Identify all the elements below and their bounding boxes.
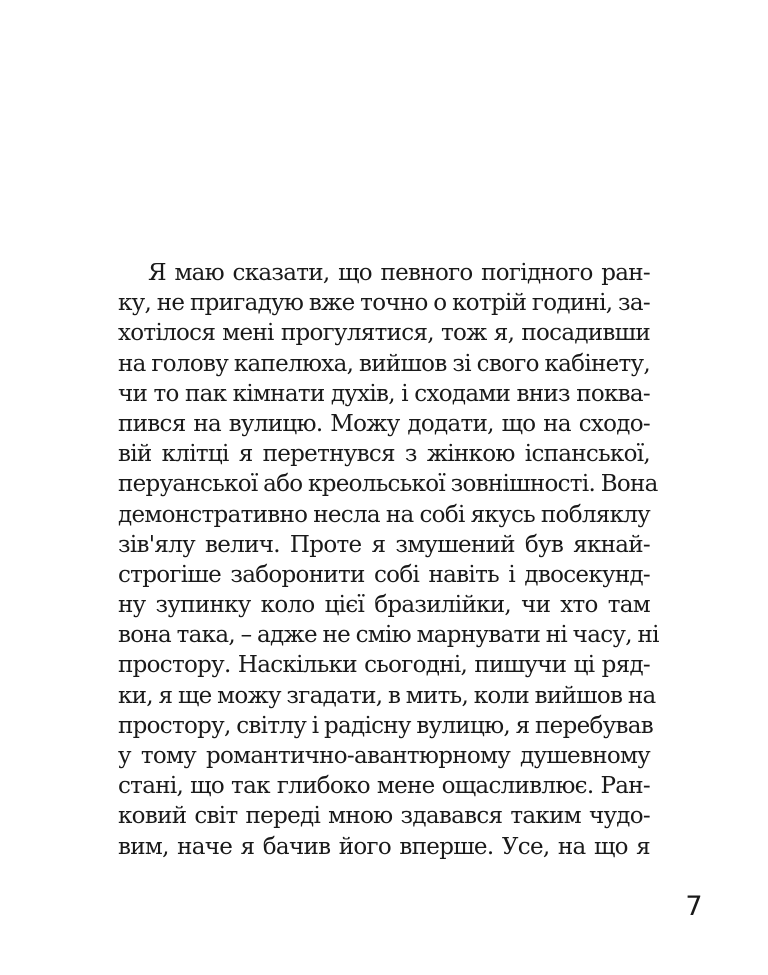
text-line: зів'ялу велич. Проте я змушений був якнай-: [118, 531, 650, 558]
text-line: демонстративно несла на собі якусь побляклу: [118, 501, 650, 528]
text-line: вим, наче я бачив його вперше. Усе, на що я: [118, 833, 650, 860]
text-line: Я маю сказати, що певного погідного ран-: [148, 260, 650, 286]
text-line: у тому романтично-авантюрному душевному: [118, 743, 650, 769]
text-line: чи то пак кімнати духів, і сходами вниз поква-: [118, 380, 650, 407]
text-line: ну зупинку коло цієї бразилійки, чи хто там: [118, 592, 650, 619]
text-line: стані, що так глибоко мене ощасливлює. Ран-: [118, 773, 650, 800]
body-text: [118, 258, 659, 862]
text-line: ковий світ переді мною здавався таким чудо-: [118, 803, 650, 830]
text-line: хотілося мені прогулятися, тож я, посадивши: [118, 320, 650, 347]
text-line: вій клітці я перетнувся з жінкою іспанської,: [118, 441, 650, 468]
text-line: перуанської або креольської зовнішності. Вона: [118, 471, 658, 498]
page-number: 7: [685, 891, 703, 922]
text-line: пився на вулицю. Можу додати, що на сходо-: [118, 410, 650, 437]
text-line: строгіше заборонити собі навіть і двосекунд-: [118, 561, 650, 588]
text-line: простору. Наскільки сьогодні, пишучи ці ряд-: [118, 652, 650, 679]
text-line: ки, я ще можу згадати, в мить, коли вийшов на: [118, 682, 656, 709]
text-line: на голову капелюха, вийшов зі свого кабінету,: [118, 350, 650, 377]
text-line: вона така, – адже не смію марнувати ні часу, ні: [118, 622, 659, 649]
text-line: ку, не пригадую вже точно о котрій годині, за-: [118, 290, 650, 317]
text-line: простору, світлу і радісну вулицю, я перебував: [118, 712, 654, 739]
